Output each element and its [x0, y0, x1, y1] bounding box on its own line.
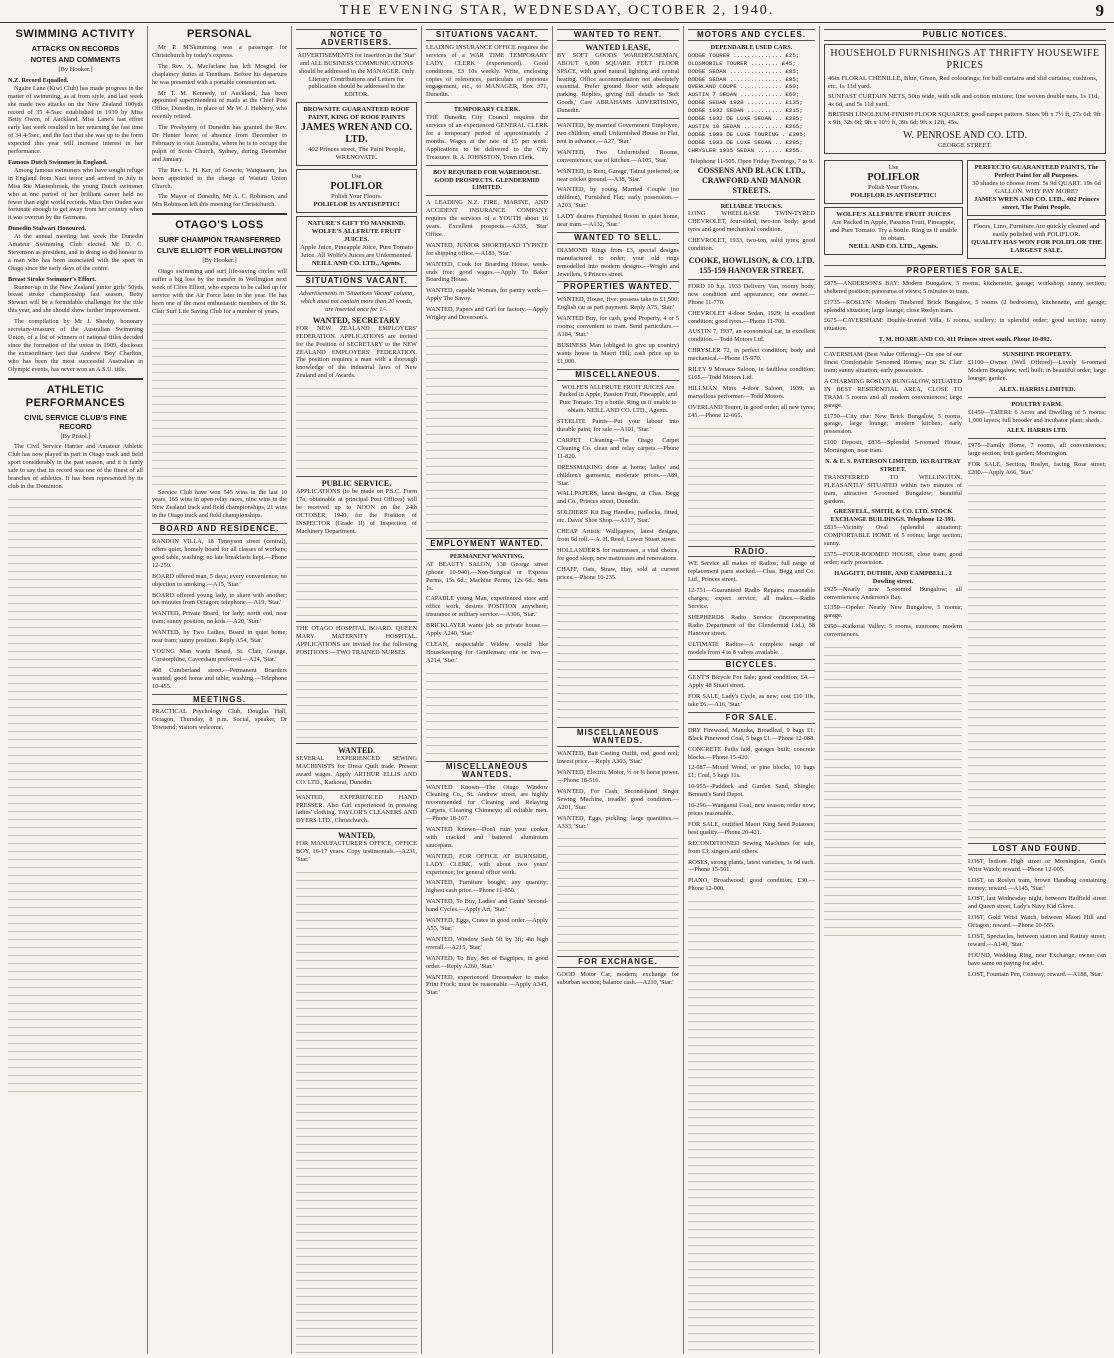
- subheadline-records: ATTACKS ON RECORDS: [31, 44, 120, 53]
- classified-ad: WANTED, Two Unfurnished Rooms, conveniences; use of kitchen.—A105, 'Star.': [557, 148, 679, 164]
- ad-headline: BROWNITE GUARANTEED ROOF PAINT, KING OF ROOF PAINTS: [303, 106, 410, 122]
- lost-found-ad: LOST, on Roslyn tram, brown Handbag containing money; reward.—A145, 'Star.': [968, 876, 1106, 892]
- property-ad: £575—FOUR-ROOMED HOUSE, close tram; good order; early possession.: [824, 551, 962, 566]
- property-ad: £925—Nearly new 5-roomed Bungalow; all conveniences; Anderson's Bay.: [824, 585, 962, 601]
- divider: [688, 279, 815, 280]
- headline-personal: PERSONAL: [186, 28, 253, 40]
- ad-text: Polish Your Floors.: [331, 193, 382, 201]
- classified-ad: WALLPAPERS, latest designs, at Chas. Begg and Co., Princes street, Dunedin.: [557, 490, 679, 506]
- ad-line: BRITISH LINOLEUM-FINISH FLOOR SQUARES; good carpet pattern. Sizes 9ft x 7½ ft, 27s 6d; 9ft x 9ft, 32s 6d; 9ft x 10½ ft, 39s 6d; 9ft x 12ft, 45s.: [828, 110, 1101, 126]
- classified-ad: CHEVROLET 4-door Sedan, 1929; in excellent condition; good tyres.—Phone 11-700.: [688, 309, 815, 325]
- ad-line: SUNFAST CURTAIN NETS, 50in wide, with silk and cotton mixture; fine woven double nets, 1s 11d, 4s 6d, and 5s 11d yard.: [828, 92, 1099, 108]
- divider: [426, 102, 548, 103]
- display-ad-wolfes: [824, 207, 963, 255]
- property-ad: £1750—City rise: New Brick Bungalow, 5 rooms, garage, large lounge; modern kitchen; early possession.: [824, 412, 962, 436]
- section-miscellaneous: MISCELLANEOUS.: [557, 369, 679, 381]
- section-heading: Dunedin Stalwart Honoured.: [8, 225, 87, 233]
- classified-ad: BOY REQUIRED FOR WAREHOUSE. GOOD PROSPECTS. GLENDERMID LIMITED.: [433, 168, 541, 192]
- column-3: [292, 26, 422, 1354]
- classified-ad: CAPABLE young Man, experienced store and office work, desires POSITION anywhere; insurance or military service.—A306, 'Star.': [426, 595, 548, 619]
- classified-ad: A LEADING N.Z. FIRE, MARINE, AND ACCIDENT INSURANCE COMPANY requires the services of a YOUTH about 16 years. Excellent prospects.—A335, 'Star' Office.: [426, 199, 548, 238]
- classified-ad: CHAFF, Oats, Straw, Hay, sold at current prices.—Phone 10-235.: [557, 565, 679, 581]
- agent-name: T. M. HOARE AND CO. 411 Princes street south. Phone 10-892.: [878, 336, 1052, 344]
- classified-ad: LONG WHEELBASE TWIN-TYRED CHEVROLET, four-sided, two-ton body; good tyres and good mechanical condition.: [688, 210, 815, 234]
- headline-swimming: SWIMMING ACTIVITY: [15, 28, 136, 40]
- divider: [824, 347, 1106, 348]
- property-ad: £975—Family Home, 7 rooms, all conveniences; large section; fruit garden; Mornington.: [968, 442, 1106, 458]
- ad-agent: NEILL AND CO. LTD., Agents.: [311, 260, 402, 268]
- display-ad-perfecto: [967, 160, 1106, 216]
- classified-ad: LADY desires Furnished Room in quiet home, near tram.—A132, 'Star.': [557, 213, 679, 229]
- classified-ad: WANTED, Bait Casting Outfit, rod, good reel; lowest price.—Reply A303, 'Star.': [557, 750, 679, 766]
- classified-ad: WANTED, To Buy, Set of Bagpipes, in good order.—Reply A260, 'Star.': [426, 954, 548, 970]
- classified-ad: SHEPHERDS Radio Service (incorporating Radio Department of the Glendermid Ltd.), 58 Hanover street.: [688, 613, 815, 637]
- section-heading: Breast Stroke Swimmer's Effort.: [8, 275, 96, 283]
- byline: [By Hooker.]: [202, 257, 237, 265]
- ad-agent: NEILL AND CO. LTD., Agents.: [848, 242, 939, 250]
- ad-text-continued: [296, 383, 417, 473]
- display-ad-right: [967, 157, 1106, 262]
- classified-ad: WANTED, by Two Ladies, Board in quiet home; near tram; sunny position. Reply A54, 'Star.': [152, 629, 287, 645]
- classified-ad: ULTIMATE Radios—A complete range of models from 4 to 8 valves available.: [688, 640, 815, 656]
- ad-text: 402 Princes street, The Paint People, WRENOVATE.: [308, 146, 405, 162]
- ad-headline: PERMANENT WANTING.: [449, 552, 525, 560]
- ad-headline: HOUSEHOLD FURNISHINGS AT THRIFTY HOUSEWIFE PRICES: [830, 47, 1100, 71]
- newspaper-title: THE EVENING STAR, WEDNESDAY, OCTOBER 2, 1940.: [339, 3, 775, 18]
- classified-ad: WANTED, Eggs, pickling; large quantities.—A333, 'Star.': [557, 814, 679, 830]
- ad-headline: WANTED, SECRETARY: [312, 315, 401, 325]
- classified-ad: WANTED, Electric Motor, ½ or ¼ horse power.—Phone 18-516.: [557, 769, 679, 784]
- classified-ad: BOARD offered young lady, to share with another; ten minutes from Octagon; telephone.—A19, 'Star.': [152, 591, 287, 607]
- ad-slogan: POLIFLOR IS ANTISEPTIC!: [313, 201, 400, 209]
- classified-ad: BY SOFT GOODS WAREHOUSEMAN, ABOUT 6,000 SQUARE FEET FLOOR SPACE, with good natural lighting and central heating. Office accommodation not absolutely essential. Prefer ground floor with adequate parking. Replies, giving full details to 'Soft Goods,' Care ABRAHAMS ADVERTISING, Dunedin.: [557, 51, 679, 115]
- agent-name: GRENFELL, SMITH, & CO. LTD. STOCK EXCHANGE BUILDINGS. Telephone 12-391.: [830, 508, 956, 524]
- classified-ad: WANTED, Furniture bought, any quantity; highest cash price.—Phone 11-850.: [426, 879, 548, 895]
- classified-ad: PRACTICAL Psychology Club, Douglas Hall, Octagon, Thursday, 8 p.m. Social, speaker, Dr Townend; visitors welcome.: [152, 708, 287, 732]
- masthead: [0, 0, 1114, 23]
- classified-ad: WANTED, Cook for Boarding House, week-ends free; good wages.—Apply To Baker Boarding House.: [426, 260, 548, 284]
- classified-ad: GENT'S Bicycle For Sale; good condition; £4.—Apply 48 Stuart street.: [688, 674, 815, 690]
- ad-text-continued: [296, 867, 417, 1354]
- classified-ad: FOR NEW ZEALAND EMPLOYERS' FEDERATION. APPLICATIONS are invited for the Position of SECRETARY to the NEW ZEALAND EMPLOYERS' FEDERATION. The position requires a man with a thorough knowledge of the industrial laws of New Zealand and of Awards.: [296, 324, 417, 380]
- property-ad: £1735—ROSLYN: Modern Timbered Brick Bungalow, 5 rooms (2 bedrooms), kitchenette, and garage; splendid situation; large lounge; close Roslyn tram.: [824, 298, 1106, 314]
- ad-brand-name: POLIFLOR: [867, 171, 920, 183]
- ad-headline: WANTED LEASE,: [585, 42, 651, 52]
- property-ad: £100 Deposit, £835—Splendid 5-roomed House, Mornington, near tram.: [824, 439, 962, 455]
- classified-ad: 10-296—Wanganui Coal, new season; order now; prices reasonable.: [688, 802, 815, 817]
- classified-ad: BOARD offered man, 5 days; every convenience; no objection to smoking.—A15, 'Star.': [152, 572, 287, 588]
- article-text-continued: [152, 319, 287, 489]
- property-ad: £875—ANDERSON'S BAY: Modern Bungalow, 5 rooms, kitchenette; garage; workshop; sunny section; sheltered position; panorama of views; 5 minutes to tram.: [824, 279, 1106, 295]
- classified-ad: DRY Firewood, Manuka, Broadleaf, 9 bags £1; Black Pinewood Coal, 5 bags £1.—Phone 12-088.: [688, 726, 815, 742]
- classified-ad: RILEY 9 Monaco Saloon, in faultless condition; £165.—Todd Motors Ltd.: [688, 366, 815, 381]
- section-situations-vacant: SITUATIONS VACANT.: [426, 29, 548, 41]
- ad-firm-name: W. PENROSE AND CO. LTD.: [903, 129, 1027, 141]
- section-public-notices: PUBLIC NOTICES.: [824, 29, 1106, 41]
- divider: [557, 118, 679, 119]
- column-2: [148, 26, 292, 1354]
- divider: [296, 828, 417, 829]
- classified-ad: WANTED, EXPERIENCED HAND PRESSER. Also Girl experienced in pressing ladies' clothing. TAYLOR'S CLEANERS AND DYERS LTD., Christchurch.: [296, 793, 417, 825]
- classified-ad: PIANO, Broadwood; good condition; £30.—Phone 12-000.: [688, 877, 815, 893]
- ad-headline: DEPENDABLE USED CARS.: [710, 43, 793, 51]
- ad-headline: POULTRY FARM.: [1011, 400, 1063, 408]
- classified-ad: THE OTAGO HOSPITAL BOARD. QUEEN MARY MATERNITY HOSPITAL. APPLICATIONS are invited for the following POSITIONS:—TWO TRAINED NURSES.: [296, 625, 417, 657]
- display-ad-poliflor: [824, 160, 963, 204]
- classified-ad: WANTED Known—The Otago Window Cleaning Co., St. Andrew street, are highly recommended for Cleaning and Relaying Carpets, Cleaning Chimneys; all reliable men.—Phone 18-167.: [426, 783, 548, 823]
- classified-ad: SEVERAL EXPERIENCED SEWING MACHINISTS for Dress Quilt trade. Present award wages. Apply ARTHUR ELLIS AND CO. LTD., Kaikorai, Dunedin.: [296, 755, 417, 786]
- classified-ad: APPLICATIONS (to be made on P.S.C. Form 17a, obtainable at principal Post Offices) will be received up to NOON on the 24th OCTOBER, 1940, for the Position of INSPECTOR (Grade II) of Inspection of Machinery Department.: [296, 488, 417, 535]
- display-ad-left: [824, 157, 963, 262]
- column-7: [820, 26, 1110, 1354]
- notice-heading: NOTICE TO ADVERTISERS.: [296, 29, 417, 49]
- classified-ad: 12-751—Guaranteed Radio Repairs; reasonable charges; expert service; all makes.—Radio Service.: [688, 587, 815, 610]
- property-ad: £675—CAVERSHAM: Double-fronted Villa, 6 rooms, scullery; in splendid order; good section; sunny situation.: [824, 317, 1106, 333]
- ad-firm-name: JAMES WREN AND CO. LTD.: [301, 122, 412, 146]
- section-misc-wanteds: MISCELLANEOUS WANTEDS.: [557, 727, 679, 747]
- section-wanted-to-rent: WANTED TO RENT.: [557, 29, 679, 41]
- article-paragraph: At the annual meeting last week the Dunedin Amateur Swimming Club elected Mr D. C. Stevenson as president, and in doing so did honour to a man who has been associated with the sport in Otago since the early days of the centre.: [8, 233, 143, 272]
- ad-text-continued: [968, 480, 1106, 840]
- article-paragraph: Otago swimming and surf life-saving circles will suffer a big loss by the transfer to Wellington next week of Clive Elliott, who expects to be called up for service with the Air Force later in the year. He has been one of the most enthusiastic members of the St. Clair Surf Life Saving Club for a number of years.: [152, 268, 287, 315]
- page-number: 9: [1095, 1, 1104, 20]
- classified-ad: DRESSMAKING done at home; ladies' and children's garments; moderate prices.—A89, 'Star.': [557, 463, 679, 487]
- ad-text-continued: [296, 660, 417, 740]
- article-paragraph: Service Club have won 545 wins in the last 10 years, 165 wins in open relay races, nine wins in the New Zealand track and field championships, 21 wins in the Otago track and field championships.: [152, 488, 287, 520]
- property-ad: FOR SALE, Section, Roslyn, facing Rose street; £200.—Apply A66, 'Star.': [968, 461, 1106, 477]
- agent-name: ALEX. HARRIS LTD.: [1006, 427, 1068, 435]
- classified-ad: WANTED, by married Government Employee, two children, small Unfurnished House or Flat, rent in advance.—A27, 'Star.': [557, 122, 679, 145]
- classified-ad: WANTED, To Buy, Ladies' and Gents' Second-hand Cycles.—Apply Art, 'Star.': [426, 898, 548, 914]
- classified-ad: ROSES, strong plants, latest varieties, 1s 6d each.—Phone 15-501.: [688, 858, 815, 874]
- section-board-residence: BOARD AND RESIDENCE.: [152, 523, 287, 535]
- property-ad: CAVERSHAM (Best Value Offering)—On one of our finest Comfortable 5-roomed Homes, near St. Clair tram; sunny situation; early possession.: [824, 351, 962, 374]
- ad-text: Telephone 11-505. Open Friday Evenings, 7 to 9.: [689, 157, 814, 165]
- ad-text: Use: [351, 173, 362, 181]
- display-ad-penrose: [824, 44, 1106, 154]
- property-ad: TRANSFERRED TO WELLINGTON. PLEASANTLY SITUATED within two minutes of tram, attractive 5-roomed Bungalow; beautiful gardens.: [824, 473, 962, 505]
- byline: [By Hooker.]: [58, 66, 93, 73]
- divider: [968, 438, 1106, 439]
- classified-ad: HILLMAN Minx 4-door Saloon, 1939; as marvellous performer.—Todd Motors.: [688, 384, 815, 400]
- article-paragraph: Runner-up in the New Zealand junior girls' 50yds breast stroke championship last season, Betty Stewart will be a formidable challenger for the title this year, and she should show further improvement.: [8, 283, 143, 315]
- headline-athletics: ATHLETIC PERFORMANCES: [25, 383, 126, 409]
- divider: [8, 378, 143, 380]
- ad-text-continued: [426, 668, 548, 758]
- section-situations-vacant: SITUATIONS VACANT.: [296, 275, 417, 287]
- lost-found-ad: LOST, Fountain Pen, Conway; reward.—A188, 'Star.': [968, 970, 1104, 978]
- ad-headline: SUNSHINE PROPERTY.: [1002, 351, 1072, 359]
- ad-text-continued: [557, 833, 679, 953]
- section-misc-wanteds: MISCELLANEOUS WANTEDS.: [426, 761, 548, 781]
- ad-firm-name: COSSENS AND BLACK LTD., CRAWFORD AND MANOR STREETS.: [697, 165, 806, 195]
- classified-ad: GOOD Motor Car, modern; exchange for suburban section; balance cash.—A210, 'Star.': [557, 971, 679, 987]
- column-6: [684, 26, 820, 1354]
- ad-headline: NATURE'S GIFT TO MANKIND. WOLFE'S ALLFRUTE FRUIT JUICES.: [307, 220, 406, 244]
- property-columns: [824, 351, 1106, 981]
- classified-ad: THE Dunedin City Council requires the services of an experienced GENERAL CLERK for a temporary period of approximately 2 months. Wages at the rate of £5 per week. Applications to be delivered to the City Treasurer. R. A. JOHNSTON, Town Clerk.: [426, 114, 548, 161]
- classified-ad: CLEAN, respectable Widow would like Housekeeping for Gentleman; one or two.—A214, 'Star.': [426, 640, 548, 664]
- classified-ad: HOLLANDER'S for mattresses, a vital choice, for good sleep; new mattresses and renovations.: [557, 546, 679, 562]
- article-paragraph: Mr P. M'Skimming was a passenger for Christchurch by today's express.: [152, 44, 287, 59]
- article-paragraph: Among famous swimmers who have sought refuge in England from Nazi terror and arrived in July is Miss Rie Mastenbroek, the young Dutch swimmer who at one period of her brilliant career held no fewer than eight world records. Miss Den Ouden was fortunate enough to get away from her country when it was overrun by the Germans.: [8, 166, 143, 222]
- divider: [968, 397, 1106, 398]
- classified-ad: WANTED, by young Married Couple (no children), Furnished Flat; early possession.—A203, 'Star.': [557, 186, 679, 210]
- section-heading: Famous Dutch Swimmer in England.: [8, 158, 108, 166]
- ad-headline: WOLFE'S ALLFRUTE FRUIT JUICES: [836, 210, 951, 218]
- classified-ad: 408 Cumberland street.—Permanent Boarders wanted; good home and table; washing.—Telephone 10-455.: [152, 666, 287, 690]
- ad-line: 46in FLORAL CHENILLE, Blue, Green, Red colourings; for ball curtains and slid curtains; cushions, etc. 1s 11d yard.: [828, 74, 1098, 90]
- section-wanted-to-sell: WANTED TO SELL.: [557, 232, 679, 244]
- newspaper-columns: [4, 26, 1110, 1354]
- divider: [426, 195, 548, 196]
- section-bicycles: BICYCLES.: [688, 659, 815, 671]
- article-paragraph: The Rev. L. H. Ker, of Gowrie, Waiquaaon, has been appointed to the charge of Waitati Union Church.: [152, 166, 287, 190]
- classified-ad: WANTED, Eggs, Crates in good order.—Apply A55, 'Star.': [426, 917, 548, 932]
- subheadline-surf: SURF CHAMPION TRANSFERRED: [158, 235, 281, 245]
- classified-ad: WANTED, FOR OFFICE AT BURNSIDE, LADY CLERK, with about two years' experience; for general office work.: [426, 852, 548, 876]
- ad-firm-name: JAMES WREN AND CO. LTD., 402 Princes street, The Paint People.: [973, 195, 1100, 211]
- classified-ad: AT BEAUTY SALON, 138 George street (phone 10-940).—Non-Surgical or Express Perms, 15s 6d.; Machine Perms, 12s 6d.; Sets 1s.: [426, 560, 548, 592]
- lost-found-ad: LOST, Gold Wrist Watch, between Maori Hill and Octagon; reward.—Phone 10-555.: [968, 914, 1106, 930]
- classified-ad: BRICKLAYER wants job on private house.—Apply A240, 'Star.': [426, 622, 548, 638]
- subheadline-civil-service: CIVIL SERVICE CLUB'S FINE RECORD: [24, 412, 127, 431]
- section-motors-cycles: MOTORS AND CYCLES.: [688, 29, 815, 41]
- divider: [296, 621, 417, 622]
- ad-text: Polish Your Floors.: [868, 183, 919, 191]
- notice-text: ADVERTISEMENTS for insertion in the 'Star' and ALL BUSINESS COMMUNICATIONS should be addressed to the MANAGER. Only Literary Contributions and Letters for publication should be addressed to the EDITOR.: [297, 51, 416, 99]
- classified-ad: CHRYSLER 72, in perfect condition; body and mechanical.—Phone 15-970.: [688, 347, 815, 363]
- property-ad: £950—Kaikorai Valley: 5 rooms, sunroom; modern conveniences.: [824, 623, 962, 639]
- display-ad-poliflor-quality: [967, 219, 1106, 259]
- ad-headline: PERFECTO GUARANTEED PAINTS, The Perfect Paint for all Purposes.: [974, 163, 1099, 179]
- classified-ad: WANTED Known—Don't ruin your cooker with cracked and battered aluminium saucepans.: [426, 826, 548, 849]
- ad-text: Are Packed in Apple, Passion Fruit, Pineapple, and Pure Tomato. Try a bottle. Ring us if unable to obtain.: [829, 218, 958, 242]
- classified-ad: YOUNG Man wants Board, St. Clair, Grange, Corstorphine, Caversham preferred.—A24, 'Star.': [152, 647, 287, 663]
- ad-text-continued: [426, 325, 548, 535]
- divider: [152, 213, 287, 215]
- divider: [688, 199, 815, 200]
- classified-ad: CONCRETE Paths laid, garages built; concrete blocks.—Phone 15-420.: [688, 745, 815, 761]
- classified-ad: WANTED, capable Woman, for pantry work.—Apply The Savoy.: [426, 287, 548, 303]
- section-heading: N.Z. Record Equalled.: [8, 76, 69, 84]
- agent-name: HAGGITT, DUTHIE, AND CAMPBELL. 2 Dowling street.: [834, 569, 952, 585]
- ad-text-continued: [688, 896, 815, 1354]
- lost-found-ad: FOUND, Wedding Ring, near Exchange; owner can have same on paying for advt.: [968, 951, 1106, 967]
- display-ad-brownite: [296, 102, 417, 166]
- article-paragraph: The compilation by Mr J. Sheehy, honorary secretary-treasurer of the Australian Swimming Union, of a list of winners of national titles decided since the formation of the union in 1909, discloses the extraordinary fact that Andrew 'Boy' Charlton, who has been the most successful Australian in Olympic events, has never won an A.S.U. title.: [8, 318, 143, 373]
- classified-ad: FOR MANUFACTURER'S OFFICE, OFFICE BOY, 16-17 years. Copy testimonials.—A231, 'Star.': [296, 840, 417, 863]
- lost-found-ad: LOST, bottom High street or Mornington, Gent's Wrist Watch; reward.—Phone 12-005.: [968, 857, 1106, 873]
- divider: [426, 165, 548, 166]
- ad-text-continued: [688, 423, 815, 543]
- divider: [296, 790, 417, 791]
- article-text-continued: [8, 494, 143, 1094]
- classified-ad: WANTED, experienced Dressmaker to make Print Frock; must be reasonable.—Apply A345, 'Star.': [426, 973, 548, 997]
- classified-ad: WANTED, House, five: possess take to £1,500; English car as part payment. Reply A75, 'Star.': [557, 296, 679, 312]
- classified-ad: WE Service all makes of Radios; full range of replacement parts stocked.—Chas. Begg and Co. Ltd., Princes street.: [688, 560, 815, 584]
- classified-ad: LEADING INSURANCE OFFICE requires the services of a WAR TIME TEMPORARY LADY CLERK (experienced). Good conditions, £3 10s weekly. Write, enclosing copies of references, particulars of previous engagement, etc., to MANAGER, Box 371, Dunedin.: [426, 43, 548, 99]
- classified-ad: WANTED, to Rent, Garage, Tainui preferred; or near cricket ground.—A38, 'Star.': [557, 167, 679, 183]
- property-ad: A CHARMING ROSLYN BUNGALOW, SITUATED IN BEST RESIDENTIAL AREA, CLOSE TO TRAM. 5 rooms and all modern conveniences; large garage.: [824, 377, 962, 409]
- column-1: [4, 26, 148, 1354]
- property-column-left: [824, 351, 962, 981]
- property-ad: £1350—Opoho: Nearly New Bungalow, 5 rooms; garage.: [824, 604, 962, 620]
- classified-ad: AUSTIN 7, 1937, an economical car, in excellent condition.—Todd Motors Ltd.: [688, 328, 815, 344]
- section-for-exchange: FOR EXCHANGE.: [557, 956, 679, 968]
- section-radio: RADIO.: [688, 546, 815, 558]
- classified-ad: CHEAP Artistic Wallpapers, latest designs, from 6d roll.—A. H. Reed, Lower Stuart street.: [557, 528, 679, 543]
- section-meetings: MEETINGS.: [152, 694, 287, 706]
- ad-text-continued: [557, 584, 679, 724]
- subheadline-elliott: CLIVE ELLIOTT FOR WELLINGTON: [156, 246, 283, 256]
- agent-name: ALEX. HARRIS LIMITED.: [998, 385, 1076, 393]
- classified-ad: CHEVROLET, 1933, two-ton, solid tyres; good condition.: [688, 237, 815, 253]
- classified-ad: FORD 10 h.p. 1933 Delivery Van, roomy body, new condition and appearance; one owner.—Phone 11-770.: [688, 282, 815, 306]
- article-paragraph: The Civil Service Harrier and Amateur Athletic Club has now played its part in Otago track and field sport considerably in the past season, and it is fairly safe to say that its record was one of the finest of all branches of athletics. It has been represented by its club in the Dominion.: [8, 443, 143, 490]
- classified-ad: CARPET Cleaning—The Otago Carpet Cleaning Co. clean and relay carpets.—Phone 11-820.: [557, 436, 679, 460]
- classified-ad: WOLFE'S ALLFRUTE FRUIT JUICES Are Packed in Apple, Passion Fruit, Pineapple, and Pure Tomato. Try a bottle. Ring us if unable to obtain. NEILL AND CO. LTD., Agents.: [559, 383, 677, 415]
- classified-ad: WANTED, JUNIOR SHORTHAND TYPISTE for shipping office.—A183, 'Star.': [426, 241, 548, 257]
- classified-ad: FOR SALE, Lady's Cycle, as new; cost £10 10s, take £6.—A16, 'Star.': [688, 693, 815, 709]
- classified-ad: WANTED, For Cash, Second-hand Singer Sewing Machine, treadle; good condition.—A201, 'Star.': [557, 787, 679, 811]
- article-paragraph: Mr T. M. Kennedy, of Auckland, has been appointed superintendent of mails at the Chief Post Office, Dunedin, in place of Mr W. J. Hubbery, who recently retired.: [152, 89, 287, 121]
- display-ad-row: [824, 157, 1106, 262]
- lost-found-ad: LOST, last Wednesday night, between Hadfield street and Queen street, Lady's Navy Kid Glove.: [968, 895, 1106, 911]
- headline-otagos-loss: OTAGO'S LOSS: [175, 219, 264, 232]
- ad-text: Apple Juice, Pineapple Juice, Pure Tomato Juice. All Wolfe's Juices are Unfermented.: [300, 244, 413, 260]
- ad-slogan: POLIFLOR IS ANTISEPTIC!: [850, 191, 937, 199]
- ad-headline: PUBLIC SERVICE.: [321, 479, 392, 489]
- classified-ad: DIAMOND Rings from £3, special designs manufactured to order; your old rings remodelled into modern designs.—Wright and Jewellers, 9 Princes street.: [557, 246, 679, 278]
- ad-text: Floors, Lino, Furniture Are quickly cleaned and easily polished with POLIFLOR.: [973, 222, 1100, 238]
- property-column-right: [968, 351, 1106, 981]
- section-properties-for-sale: PROPERTIES FOR SALE.: [824, 265, 1106, 277]
- ad-headline: RELIABLE TRUCKS.: [720, 202, 783, 210]
- classified-ad: BUSINESS Man (obliged to give up country) wants house in Maori Hill; cash price up to £1,000.: [557, 341, 679, 365]
- display-ad-poliflor: [296, 169, 417, 213]
- classified-ad: WANTED, Private Board, for lady; north end, near tram; sunny position, no kids.—A20, 'Star.': [152, 610, 287, 626]
- classified-ad: 12-087—Mixed Wood, or pine blocks, 10 bags £1; Coal, 5 bags 11s.: [688, 764, 815, 780]
- ad-headline: WANTED,: [337, 831, 376, 841]
- classified-ad: SOLDIERS' Kit Bag Handles, padlocks, fitted, etc. Davis' Shoe Shop.—A117, 'Star.': [557, 509, 679, 525]
- classified-ad: OVERLAND Tourer, in good order; all new tyres; £45.—Phone 12-665.: [688, 403, 815, 419]
- divider: [296, 476, 417, 477]
- lost-found-ad: LOST, Spectacles, between station and Rattray street; reward.—A140, 'Star.': [968, 933, 1106, 948]
- article-paragraph: Ngaire Lane (Kiwi Club) has made progress in the matter of swimming, as at from style, and last week she made two attacks on the New Zealand 100yds record of 35 4-5sec established in 1939 by Miss Betty Owen, of Auckland. Miss Lane's fast effort early last week resulted in her returning the fast time of 34 4-5sec, and the fact that she was up to the form expected this year will increase interest in her performance.: [8, 84, 143, 156]
- ad-headline: WANTED.: [337, 746, 376, 756]
- classified-ad: FOR SALE, certified Maori King Seed Potatoes; best quality.—Phone 20-421.: [688, 820, 815, 836]
- subheadline-notes: NOTES AND COMMENTS: [30, 55, 121, 64]
- classified-ad: WANTED, Papers and Girl for factory.—Apply Wrigley and Doverson's.: [426, 306, 548, 322]
- property-ad: £1100—Owner (Well Offered)—Lovely 6-roomed Modern Bungalow, well built; in beautiful order; large lounge; garden.: [968, 359, 1106, 382]
- divider: [296, 743, 417, 744]
- section-properties-wanted: PROPERTIES WANTED.: [557, 281, 679, 293]
- column-4: [422, 26, 553, 1354]
- property-ad: £1450—TAIERI: 6 Acres and Dwelling of 5 rooms; 1,000 layers; full brooder and incubator plant; sheds.: [968, 408, 1106, 424]
- ad-headline: TEMPORARY CLERK.: [453, 106, 521, 114]
- section-lost-and-found: LOST AND FOUND.: [968, 843, 1106, 855]
- article-paragraph: The Presbytery of Dunedin has granted the Rev. Dr Hunter leave of absence from December to February to visit Australia, where he is to occupy the pulpit of Scots Church, Sydney, during December and January.: [152, 124, 287, 163]
- ad-text-continued: [824, 642, 962, 942]
- agent-name: N. & E. S. PATERSON LIMITED. 163 RATTRAY STREET.: [825, 458, 961, 473]
- section-employment-wanted: EMPLOYMENT WANTED.: [426, 538, 548, 550]
- ad-firm-name: COOKE, HOWLISON, & CO. LTD. 155-159 HANOVER STREET.: [688, 255, 815, 275]
- classified-ad: WANTED Buy, for cash, good Property, 4 or 5 rooms; convenient to tram. Send particulars.—A184, 'Star.': [557, 315, 679, 338]
- classified-ad: RECONDITIONED Sewing Machines for sale, from £3; singers and others.: [688, 839, 815, 855]
- property-ad: £835—Vicinity Oval (splendid situation): COMFORTABLE HOME of 5 rooms; large section; sunny.: [824, 524, 962, 548]
- ad-brand-name: POLIFLOR: [330, 181, 383, 193]
- ad-text-continued: [296, 538, 417, 618]
- display-ad-wolfes: [296, 216, 417, 272]
- ad-slogan: QUALITY HAS WON FOR POLIFLOR THE LARGEST SALE.: [971, 238, 1102, 254]
- column-5: [553, 26, 684, 1354]
- classified-ad: RANDON VILLA, 18 Tennyson street (central), offers quiet, homely board for all classes of workers; good table, washing; no late breakfasts kept.—Phone 12-259.: [152, 538, 287, 569]
- classified-ad: STEELITE Paints—Put your labour into durable paint; for sale.—A101, 'Star.': [557, 418, 679, 434]
- byline: [By Pistol.]: [60, 432, 91, 440]
- ad-text: 30 shades to choose from. 5s 9d QUART. 19s 6d GALLON. WHY PAY MORE?: [972, 179, 1101, 195]
- section-for-sale: FOR SALE.: [688, 712, 815, 724]
- classified-ad: WANTED, Window Sash 5ft by 3ft; 4in high overall.—A215, 'Star.': [426, 935, 548, 951]
- ad-text: Use: [888, 163, 899, 171]
- classified-ad: 10-955—Paddock and Garden Sand, Shingle; Bennett's Sand Depot.: [688, 783, 815, 799]
- classified-note: Advertisements in 'Situations Vacant' column, which must not contain more than 20 words, are inserted once for 1/-.: [299, 290, 414, 313]
- article-paragraph: The Rev. A. Macfarlane has left Mosgiel for chaplaincy duties at Trentham. Before his departure he was presented with a portable communion set.: [152, 62, 287, 86]
- ad-firm-address: GEORGE STREET.: [938, 141, 992, 149]
- article-paragraph: The Mayor of Dunedin, Mr A. C. Robinson, and Mrs Robinson left this morning for Christchurch.: [152, 193, 287, 209]
- car-price-list: DODGE TOURER .............. £25; OLDSMOBILE TOURER ........ £45; DODGE SEDAN ............... £85; DODGE SEDAN ............... £95; OVERLAND COUPE ............ £50; AUSTIN 7 SEDAN ............ £60; DODGE SEDAN 1928 .......... £135; DODGE 1932 SEDAN .......... £215; DODGE 1932 DE LUXE SEDAN .. £285; AUSTIN 10 SEDAN ........... £265; DODGE 1939 DE LUXE TOURING . £305; DODGE 1933 DE LUXE SEDAN .. £295; CHRYSLER 1935 SEDAN ....... £255.: [688, 51, 807, 154]
